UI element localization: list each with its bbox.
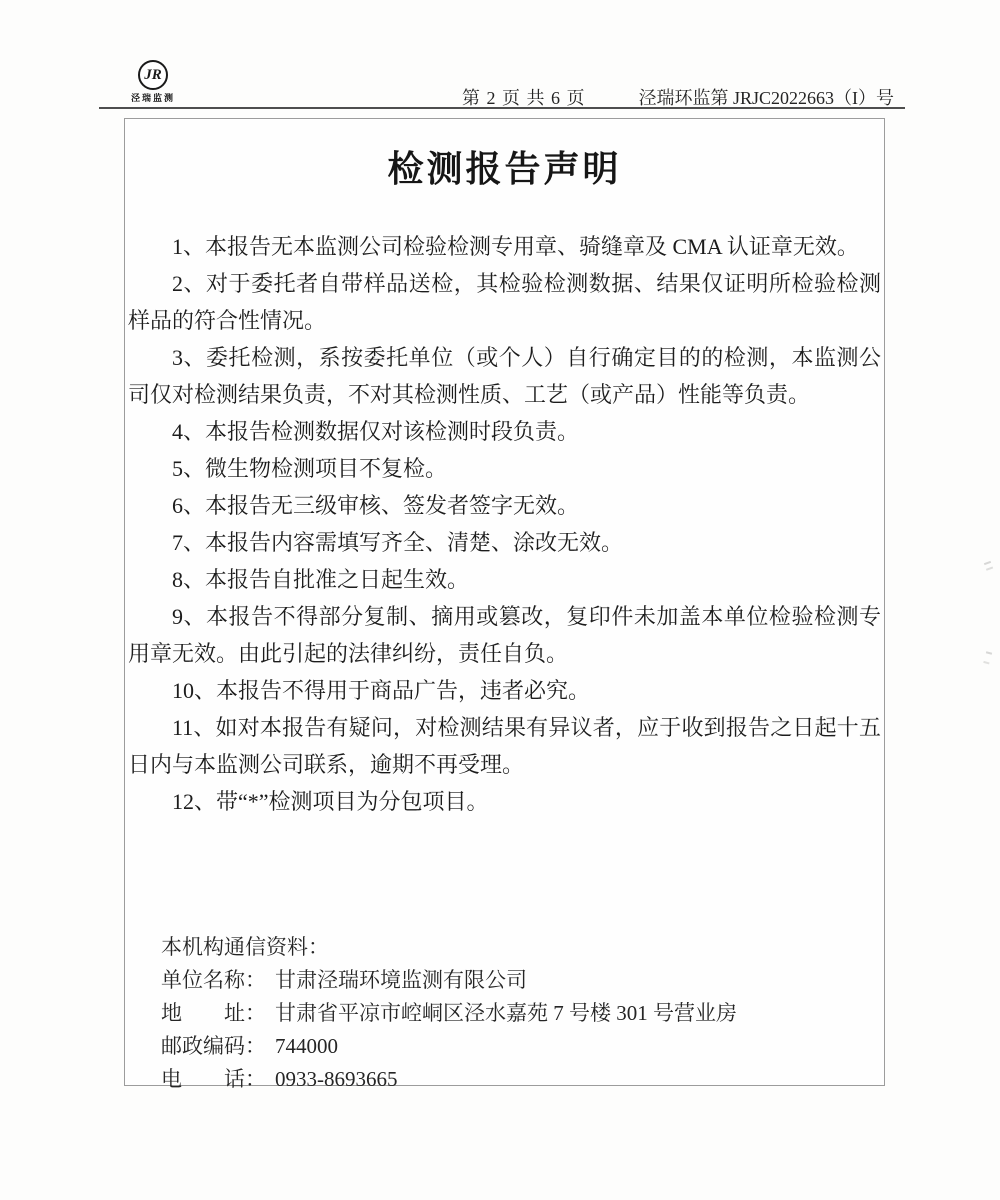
- statement-item-3: 3、委托检测，系按委托单位（或个人）自行确定目的的检测，本监测公司仅对检测结果负责，不对其检测性质、工艺（或产品）性能等负责。: [128, 345, 881, 407]
- page-title: 检测报告声明: [387, 148, 622, 189]
- statement-box: [124, 118, 885, 1091]
- statement-item-8: 8、本报告自批准之日起生效。: [172, 567, 470, 592]
- contact-label-postcode: 邮政编码：: [161, 1034, 266, 1058]
- contact-label-address: 地 址：: [161, 1001, 266, 1025]
- report-number: 泾瑞环监第 JRJC2022663（I）号: [638, 88, 894, 108]
- contact-label-company: 单位名称：: [161, 968, 266, 992]
- statement-item-12: 12、带“*”检测项目为分包项目。: [172, 789, 489, 814]
- scan-artifact: [984, 561, 991, 565]
- logo-caption: 泾瑞监测: [130, 93, 175, 103]
- page-indicator: 第 2 页 共 6 页: [462, 88, 586, 108]
- logo-monogram: JR: [144, 66, 162, 83]
- contact-value-postcode: 744000: [275, 1034, 338, 1058]
- contact-label-phone: 电 话：: [161, 1067, 266, 1091]
- contact-row-address: [161, 997, 737, 1030]
- contact-value-phone: 0933-8693665: [275, 1067, 398, 1091]
- statement-item-2: 2、对于委托者自带样品送检，其检验检测数据、结果仅证明所检验检测样品的符合性情况。: [128, 271, 881, 333]
- contact-value-company: 甘肃泾瑞环境监测有限公司: [275, 968, 527, 992]
- statement-item-5: 5、微生物检测项目不复检。: [172, 456, 448, 481]
- scan-artifact: [986, 651, 992, 654]
- statement-item-7: 7、本报告内容需填写齐全、清楚、涂改无效。: [172, 530, 624, 555]
- statement-item-6: 6、本报告无三级审核、签发者签字无效。: [172, 493, 580, 518]
- statement-item-4: 4、本报告检测数据仅对该检测时段负责。: [172, 419, 580, 444]
- statement-item-10: 10、本报告不得用于商品广告，违者必究。: [172, 678, 591, 703]
- company-logo: [127, 60, 179, 104]
- contact-row-postcode: [161, 1030, 737, 1063]
- statement-item-11: 11、如对本报告有疑问，对检测结果有异议者，应于收到报告之日起十五日内与本监测公司联系，逾期不再受理。: [128, 715, 881, 777]
- contact-heading: 本机构通信资料：: [161, 935, 329, 959]
- header-divider: [99, 107, 905, 109]
- logo-jr-monogram-icon: [138, 60, 168, 90]
- contact-value-address: 甘肃省平凉市崆峒区泾水嘉苑 7 号楼 301 号营业房: [275, 1001, 737, 1025]
- statement-item-1: 1、本报告无本监测公司检验检测专用章、骑缝章及 CMA 认证章无效。: [172, 234, 859, 259]
- statement-items: [128, 228, 881, 820]
- statement-item-9: 9、本报告不得部分复制、摘用或篡改，复印件未加盖本单位检验检测专用章无效。由此引起的法律纠纷，责任自负。: [128, 604, 881, 666]
- contact-row-phone: [161, 1063, 737, 1096]
- contact-info-block: [161, 931, 737, 1096]
- contact-row-company: [161, 964, 737, 997]
